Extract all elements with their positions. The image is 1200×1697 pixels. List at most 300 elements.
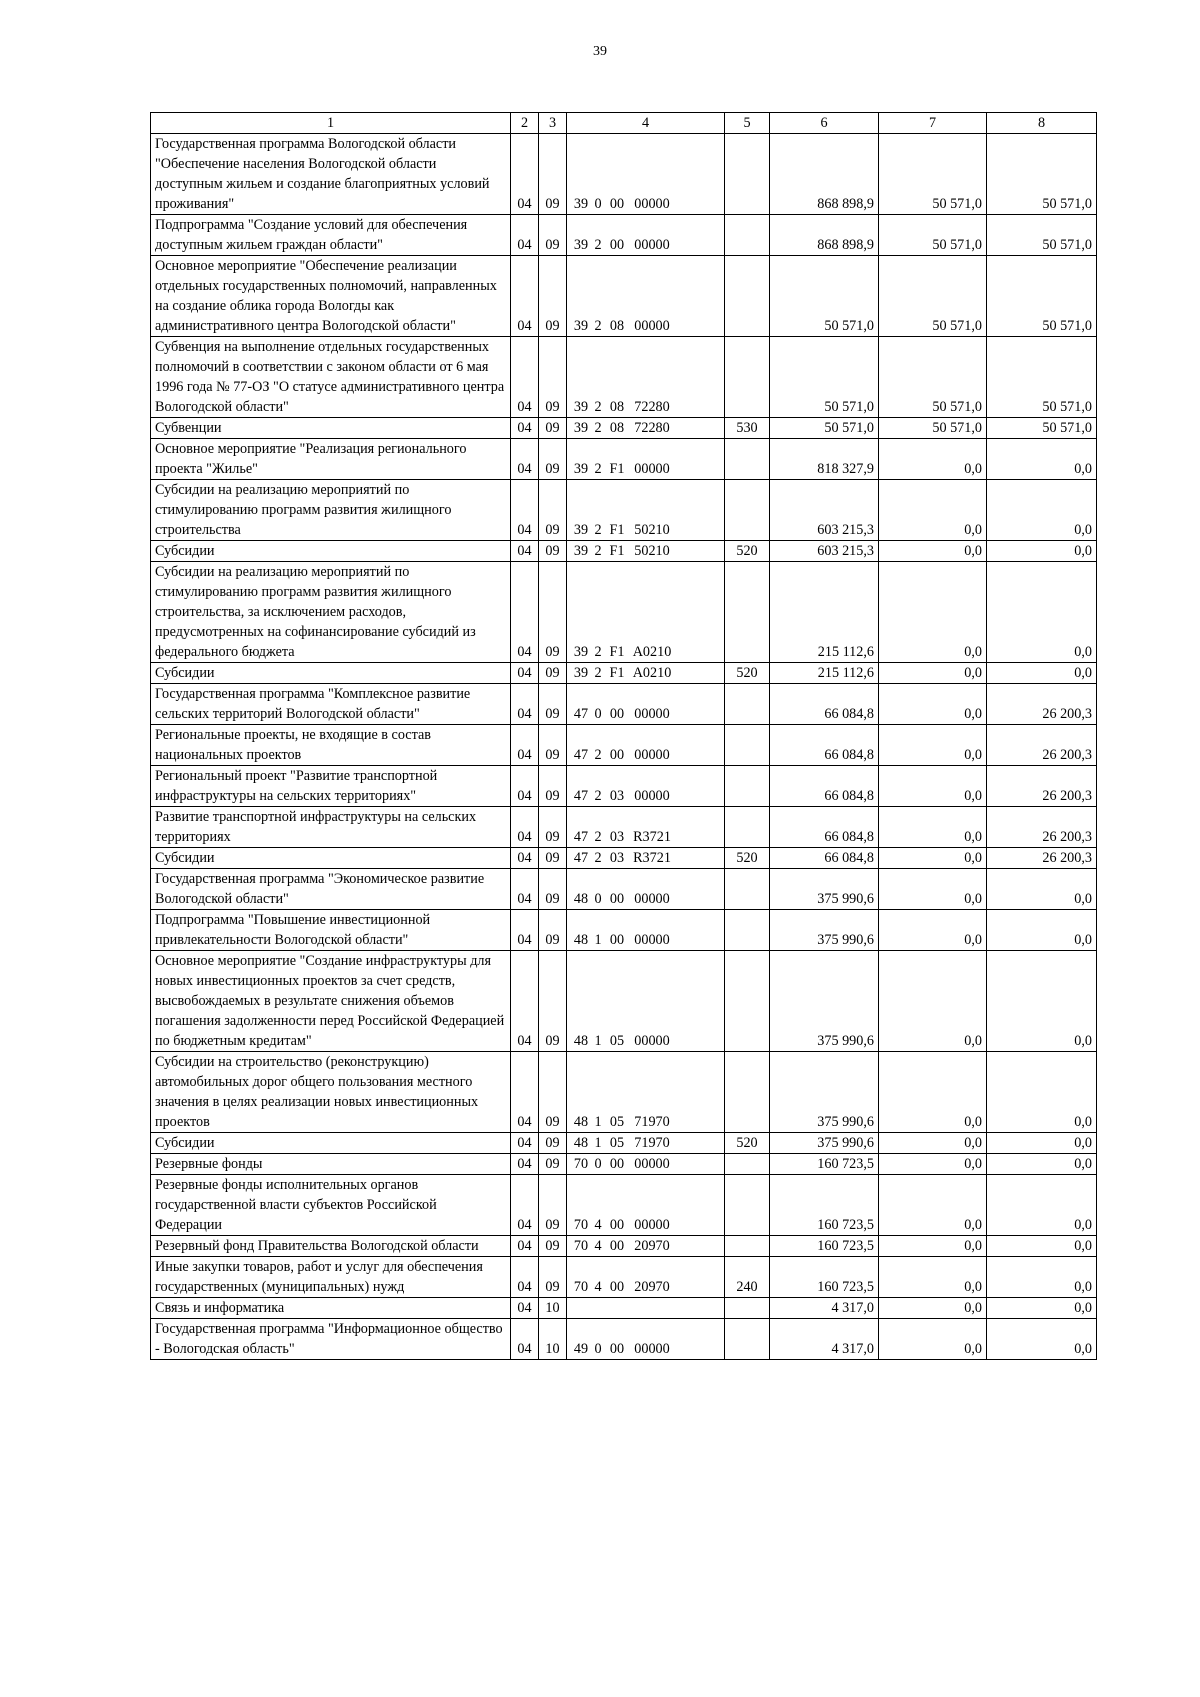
article-code-part: R3721 [633, 850, 671, 866]
article-code-part: R3721 [633, 829, 671, 845]
table-row [151, 418, 1097, 439]
amount-col8: 50 571,0 [987, 134, 1097, 215]
target-article-code [567, 807, 725, 848]
amount-col7: 0,0 [879, 848, 987, 869]
expense-type-code [725, 910, 770, 951]
section-code: 04 [511, 1298, 539, 1319]
subsection-code: 09 [539, 725, 567, 766]
table-row [151, 766, 1097, 807]
section-code: 04 [511, 439, 539, 480]
row-name: Государственная программа "Комплексное развитие сельских территорий Вологодской области" [151, 684, 511, 725]
article-code-part: 2 [594, 522, 602, 538]
subsection-code: 09 [539, 766, 567, 807]
subsection-code: 09 [539, 684, 567, 725]
section-code: 04 [511, 766, 539, 807]
amount-col7: 0,0 [879, 1257, 987, 1298]
subsection-code: 09 [539, 1257, 567, 1298]
section-code: 04 [511, 684, 539, 725]
amount-col7: 0,0 [879, 562, 987, 663]
amount-col7: 0,0 [879, 439, 987, 480]
table-row [151, 1298, 1097, 1319]
amount-col6: 50 571,0 [770, 256, 879, 337]
article-code-part: 71970 [634, 1135, 670, 1151]
column-header: 2 [511, 113, 539, 134]
article-code-part: 39 [573, 399, 589, 415]
article-code-part: 0 [594, 1341, 602, 1357]
amount-col8: 0,0 [987, 1154, 1097, 1175]
article-code-part: F1 [609, 461, 625, 477]
section-code: 04 [511, 215, 539, 256]
article-code-part: 00000 [634, 1341, 670, 1357]
amount-col8: 0,0 [987, 910, 1097, 951]
article-code-part: 00 [609, 196, 625, 212]
row-name: Подпрограмма "Создание условий для обеспечения доступным жильем граждан области" [151, 215, 511, 256]
table-row [151, 848, 1097, 869]
expense-type-code [725, 766, 770, 807]
row-name: Региональный проект "Развитие транспортной инфраструктуры на сельских территориях" [151, 766, 511, 807]
article-code-part: 39 [573, 665, 589, 681]
expense-type-code [725, 1236, 770, 1257]
column-header: 5 [725, 113, 770, 134]
article-code-part: 00 [609, 747, 625, 763]
table-row [151, 439, 1097, 480]
section-code: 04 [511, 1133, 539, 1154]
target-article-code [567, 1257, 725, 1298]
amount-col8: 50 571,0 [987, 337, 1097, 418]
expense-type-code [725, 1319, 770, 1360]
section-code: 04 [511, 807, 539, 848]
subsection-code: 09 [539, 541, 567, 562]
expense-type-code [725, 256, 770, 337]
target-article-code [567, 848, 725, 869]
subsection-code: 09 [539, 951, 567, 1052]
table-header-row [151, 113, 1097, 134]
table-row [151, 1052, 1097, 1133]
row-name: Региональные проекты, не входящие в состав национальных проектов [151, 725, 511, 766]
target-article-code [567, 256, 725, 337]
row-name: Государственная программа "Экономическое развитие Вологодской области" [151, 869, 511, 910]
subsection-code: 09 [539, 869, 567, 910]
expense-type-code [725, 1298, 770, 1319]
section-code: 04 [511, 1175, 539, 1236]
row-name: Основное мероприятие "Обеспечение реализации отдельных государственных полномочий, направленных на создание облика города Вологды как административного центра Вологодской области" [151, 256, 511, 337]
article-code-part: 2 [594, 747, 602, 763]
section-code: 04 [511, 562, 539, 663]
row-name: Субсидии на реализацию мероприятий по стимулированию программ развития жилищного строительства, за исключением расходов, предусмотренных на софинансирование субсидий из федерального бюджета [151, 562, 511, 663]
amount-col7: 50 571,0 [879, 134, 987, 215]
row-name: Субсидии на строительство (реконструкцию) автомобильных дорог общего пользования местного значения в целях реализации новых инвестиционных проектов [151, 1052, 511, 1133]
amount-col8: 0,0 [987, 663, 1097, 684]
expense-type-code: 520 [725, 663, 770, 684]
subsection-code: 09 [539, 1052, 567, 1133]
amount-col6: 215 112,6 [770, 663, 879, 684]
amount-col6: 603 215,3 [770, 541, 879, 562]
subsection-code: 09 [539, 1154, 567, 1175]
column-header: 8 [987, 113, 1097, 134]
article-code-part: 48 [573, 932, 589, 948]
article-code-part: 00000 [634, 706, 670, 722]
target-article-code [567, 215, 725, 256]
amount-col6: 160 723,5 [770, 1175, 879, 1236]
section-code: 04 [511, 1319, 539, 1360]
article-code-part: 39 [573, 461, 589, 477]
article-code-part: 72280 [634, 399, 670, 415]
amount-col8: 0,0 [987, 869, 1097, 910]
article-code-part: 03 [609, 788, 625, 804]
article-code-part: 00 [609, 1156, 625, 1172]
subsection-code: 09 [539, 215, 567, 256]
article-code-part: F1 [609, 543, 625, 559]
amount-col6: 375 990,6 [770, 1052, 879, 1133]
article-code-part: 00000 [634, 196, 670, 212]
amount-col8: 0,0 [987, 1236, 1097, 1257]
article-code-part: 2 [594, 850, 602, 866]
expense-type-code [725, 480, 770, 541]
subsection-code: 10 [539, 1319, 567, 1360]
row-name: Подпрограмма "Повышение инвестиционной привлекательности Вологодской области" [151, 910, 511, 951]
amount-col7: 0,0 [879, 684, 987, 725]
section-code: 04 [511, 337, 539, 418]
article-code-part: A0210 [632, 665, 672, 681]
table-row [151, 1133, 1097, 1154]
target-article-code [567, 1154, 725, 1175]
expense-type-code [725, 951, 770, 1052]
amount-col6: 66 084,8 [770, 725, 879, 766]
article-code-part: 39 [573, 644, 589, 660]
article-code-part: 1 [594, 1114, 602, 1130]
article-code-part: 4 [594, 1217, 602, 1233]
article-code-part: 00000 [634, 932, 670, 948]
row-name: Основное мероприятие "Создание инфраструктуры для новых инвестиционных проектов за счет средств, высвобождаемых в результате снижения объемов погашения задолженности перед Российской Федерацией по бюджетным кредитам" [151, 951, 511, 1052]
amount-col6: 215 112,6 [770, 562, 879, 663]
amount-col6: 50 571,0 [770, 337, 879, 418]
amount-col6: 50 571,0 [770, 418, 879, 439]
amount-col6: 818 327,9 [770, 439, 879, 480]
article-code-part: 4 [594, 1279, 602, 1295]
target-article-code [567, 1298, 725, 1319]
expense-type-code [725, 337, 770, 418]
row-name: Государственная программа Вологодской области "Обеспечение населения Вологодской области доступным жильем и создание благоприятных условий проживания" [151, 134, 511, 215]
row-name: Субсидии [151, 1133, 511, 1154]
table-row [151, 663, 1097, 684]
amount-col6: 603 215,3 [770, 480, 879, 541]
article-code-part: 00000 [634, 1033, 670, 1049]
article-code-part: 00 [609, 1217, 625, 1233]
table-row [151, 337, 1097, 418]
subsection-code: 09 [539, 418, 567, 439]
amount-col8: 0,0 [987, 1319, 1097, 1360]
article-code-part: 2 [594, 665, 602, 681]
subsection-code: 09 [539, 562, 567, 663]
expense-type-code [725, 215, 770, 256]
expense-type-code: 520 [725, 541, 770, 562]
section-code: 04 [511, 480, 539, 541]
target-article-code [567, 910, 725, 951]
expense-type-code [725, 1052, 770, 1133]
amount-col6: 868 898,9 [770, 215, 879, 256]
article-code-part: 48 [573, 1135, 589, 1151]
amount-col8: 26 200,3 [987, 848, 1097, 869]
table-row [151, 215, 1097, 256]
amount-col6: 160 723,5 [770, 1236, 879, 1257]
article-code-part: 2 [594, 644, 602, 660]
subsection-code: 10 [539, 1298, 567, 1319]
article-code-part: 2 [594, 829, 602, 845]
row-name: Развитие транспортной инфраструктуры на сельских территориях [151, 807, 511, 848]
amount-col6: 375 990,6 [770, 1133, 879, 1154]
article-code-part: 00000 [634, 747, 670, 763]
article-code-part: 47 [573, 829, 589, 845]
target-article-code [567, 562, 725, 663]
column-header: 4 [567, 113, 725, 134]
section-code: 04 [511, 663, 539, 684]
expense-type-code: 520 [725, 848, 770, 869]
article-code-part: F1 [609, 522, 625, 538]
section-code: 04 [511, 1154, 539, 1175]
article-code-part: 47 [573, 747, 589, 763]
amount-col8: 0,0 [987, 1052, 1097, 1133]
article-code-part: 00000 [634, 891, 670, 907]
article-code-part: 00 [609, 891, 625, 907]
row-name: Резервный фонд Правительства Вологодской области [151, 1236, 511, 1257]
section-code: 04 [511, 951, 539, 1052]
expense-type-code [725, 439, 770, 480]
amount-col8: 26 200,3 [987, 807, 1097, 848]
amount-col7: 0,0 [879, 1133, 987, 1154]
table-row [151, 684, 1097, 725]
row-name: Государственная программа "Информационное общество - Вологодская область" [151, 1319, 511, 1360]
article-code-part: 05 [609, 1135, 625, 1151]
table-row [151, 1175, 1097, 1236]
article-code-part: 4 [594, 1238, 602, 1254]
expense-type-code: 530 [725, 418, 770, 439]
article-code-part: 00000 [634, 1217, 670, 1233]
article-code-part: 2 [594, 237, 602, 253]
target-article-code [567, 1052, 725, 1133]
expense-type-code: 520 [725, 1133, 770, 1154]
article-code-part: 2 [594, 543, 602, 559]
subsection-code: 09 [539, 337, 567, 418]
amount-col7: 0,0 [879, 1298, 987, 1319]
article-code-part: 00 [609, 1238, 625, 1254]
row-name: Резервные фонды [151, 1154, 511, 1175]
expense-type-code [725, 807, 770, 848]
article-code-part: 08 [609, 420, 625, 436]
article-code-part: 00000 [634, 1156, 670, 1172]
table-row [151, 134, 1097, 215]
subsection-code: 09 [539, 256, 567, 337]
target-article-code [567, 951, 725, 1052]
amount-col7: 0,0 [879, 1175, 987, 1236]
article-code-part: 03 [609, 829, 625, 845]
article-code-part: 48 [573, 1114, 589, 1130]
section-code: 04 [511, 1052, 539, 1133]
section-code: 04 [511, 1236, 539, 1257]
table-row [151, 725, 1097, 766]
article-code-part: 05 [609, 1114, 625, 1130]
target-article-code [567, 134, 725, 215]
subsection-code: 09 [539, 439, 567, 480]
table-row [151, 1236, 1097, 1257]
amount-col7: 50 571,0 [879, 337, 987, 418]
subsection-code: 09 [539, 910, 567, 951]
article-code-part: 20970 [634, 1238, 670, 1254]
section-code: 04 [511, 725, 539, 766]
amount-col7: 0,0 [879, 1052, 987, 1133]
article-code-part: 00 [609, 1279, 625, 1295]
row-name: Субсидии [151, 541, 511, 562]
amount-col7: 50 571,0 [879, 418, 987, 439]
article-code-part: 00000 [634, 461, 670, 477]
article-code-part: 0 [594, 1156, 602, 1172]
amount-col6: 66 084,8 [770, 684, 879, 725]
article-code-part: 72280 [634, 420, 670, 436]
target-article-code [567, 1236, 725, 1257]
budget-table [150, 112, 1097, 1360]
amount-col6: 4 317,0 [770, 1298, 879, 1319]
article-code-part: 50210 [634, 522, 670, 538]
article-code-part: 47 [573, 850, 589, 866]
amount-col7: 0,0 [879, 1236, 987, 1257]
article-code-part: 00000 [634, 788, 670, 804]
amount-col6: 375 990,6 [770, 951, 879, 1052]
article-code-part: 50210 [634, 543, 670, 559]
amount-col6: 66 084,8 [770, 807, 879, 848]
article-code-part: 49 [573, 1341, 589, 1357]
amount-col6: 868 898,9 [770, 134, 879, 215]
subsection-code: 09 [539, 480, 567, 541]
article-code-part: 2 [594, 399, 602, 415]
amount-col7: 0,0 [879, 1154, 987, 1175]
amount-col6: 375 990,6 [770, 869, 879, 910]
article-code-part: 47 [573, 788, 589, 804]
amount-col7: 0,0 [879, 766, 987, 807]
target-article-code [567, 337, 725, 418]
article-code-part: 48 [573, 1033, 589, 1049]
subsection-code: 09 [539, 134, 567, 215]
subsection-code: 09 [539, 663, 567, 684]
expense-type-code [725, 684, 770, 725]
table-row [151, 1257, 1097, 1298]
subsection-code: 09 [539, 1133, 567, 1154]
amount-col8: 0,0 [987, 541, 1097, 562]
article-code-part: 71970 [634, 1114, 670, 1130]
target-article-code [567, 766, 725, 807]
article-code-part: 39 [573, 196, 589, 212]
table-row [151, 807, 1097, 848]
article-code-part: 39 [573, 543, 589, 559]
article-code-part: 00 [609, 706, 625, 722]
column-header: 1 [151, 113, 511, 134]
amount-col8: 0,0 [987, 562, 1097, 663]
article-code-part: 00 [609, 1341, 625, 1357]
article-code-part: 00 [609, 237, 625, 253]
article-code-part: 70 [573, 1217, 589, 1233]
table-row [151, 951, 1097, 1052]
target-article-code [567, 663, 725, 684]
amount-col8: 0,0 [987, 1257, 1097, 1298]
article-code-part: 70 [573, 1156, 589, 1172]
subsection-code: 09 [539, 1175, 567, 1236]
column-header: 3 [539, 113, 567, 134]
target-article-code [567, 541, 725, 562]
table-row [151, 1319, 1097, 1360]
amount-col8: 26 200,3 [987, 766, 1097, 807]
article-code-part: 2 [594, 318, 602, 334]
article-code-part: 0 [594, 891, 602, 907]
section-code: 04 [511, 848, 539, 869]
article-code-part: 08 [609, 399, 625, 415]
article-code-part: 05 [609, 1033, 625, 1049]
article-code-part: 48 [573, 891, 589, 907]
article-code-part: 0 [594, 196, 602, 212]
table-row [151, 541, 1097, 562]
section-code: 04 [511, 1257, 539, 1298]
expense-type-code: 240 [725, 1257, 770, 1298]
article-code-part: 39 [573, 522, 589, 538]
amount-col8: 0,0 [987, 1298, 1097, 1319]
article-code-part: 1 [594, 1033, 602, 1049]
row-name: Субвенции [151, 418, 511, 439]
amount-col7: 0,0 [879, 1319, 987, 1360]
amount-col7: 0,0 [879, 807, 987, 848]
article-code-part: 00000 [634, 318, 670, 334]
table-body [151, 113, 1097, 1360]
article-code-part: 2 [594, 420, 602, 436]
amount-col8: 50 571,0 [987, 256, 1097, 337]
expense-type-code [725, 562, 770, 663]
column-header: 7 [879, 113, 987, 134]
article-code-part: 00 [609, 932, 625, 948]
subsection-code: 09 [539, 848, 567, 869]
row-name: Субвенция на выполнение отдельных государственных полномочий в соответствии с законом области от 6 мая 1996 года № 77-ОЗ "О статусе административного центра Вологодской области" [151, 337, 511, 418]
amount-col6: 160 723,5 [770, 1257, 879, 1298]
table-row [151, 256, 1097, 337]
article-code-part: 39 [573, 318, 589, 334]
amount-col8: 50 571,0 [987, 418, 1097, 439]
subsection-code: 09 [539, 807, 567, 848]
row-name: Субсидии [151, 848, 511, 869]
amount-col8: 0,0 [987, 951, 1097, 1052]
article-code-part: 39 [573, 237, 589, 253]
target-article-code [567, 439, 725, 480]
amount-col6: 4 317,0 [770, 1319, 879, 1360]
article-code-part: 08 [609, 318, 625, 334]
section-code: 04 [511, 256, 539, 337]
target-article-code [567, 684, 725, 725]
row-name: Резервные фонды исполнительных органов государственной власти субъектов Российской Федерации [151, 1175, 511, 1236]
article-code-part: 70 [573, 1279, 589, 1295]
amount-col6: 66 084,8 [770, 848, 879, 869]
article-code-part: 20970 [634, 1279, 670, 1295]
table-row [151, 562, 1097, 663]
table-row [151, 1154, 1097, 1175]
article-code-part: F1 [609, 665, 625, 681]
column-header: 6 [770, 113, 879, 134]
amount-col8: 0,0 [987, 1133, 1097, 1154]
page-number: 39 [593, 44, 607, 59]
section-code: 04 [511, 418, 539, 439]
amount-col7: 0,0 [879, 725, 987, 766]
expense-type-code [725, 134, 770, 215]
amount-col6: 66 084,8 [770, 766, 879, 807]
target-article-code [567, 1175, 725, 1236]
article-code-part: 2 [594, 788, 602, 804]
section-code: 04 [511, 869, 539, 910]
expense-type-code [725, 869, 770, 910]
amount-col7: 0,0 [879, 951, 987, 1052]
subsection-code: 09 [539, 1236, 567, 1257]
